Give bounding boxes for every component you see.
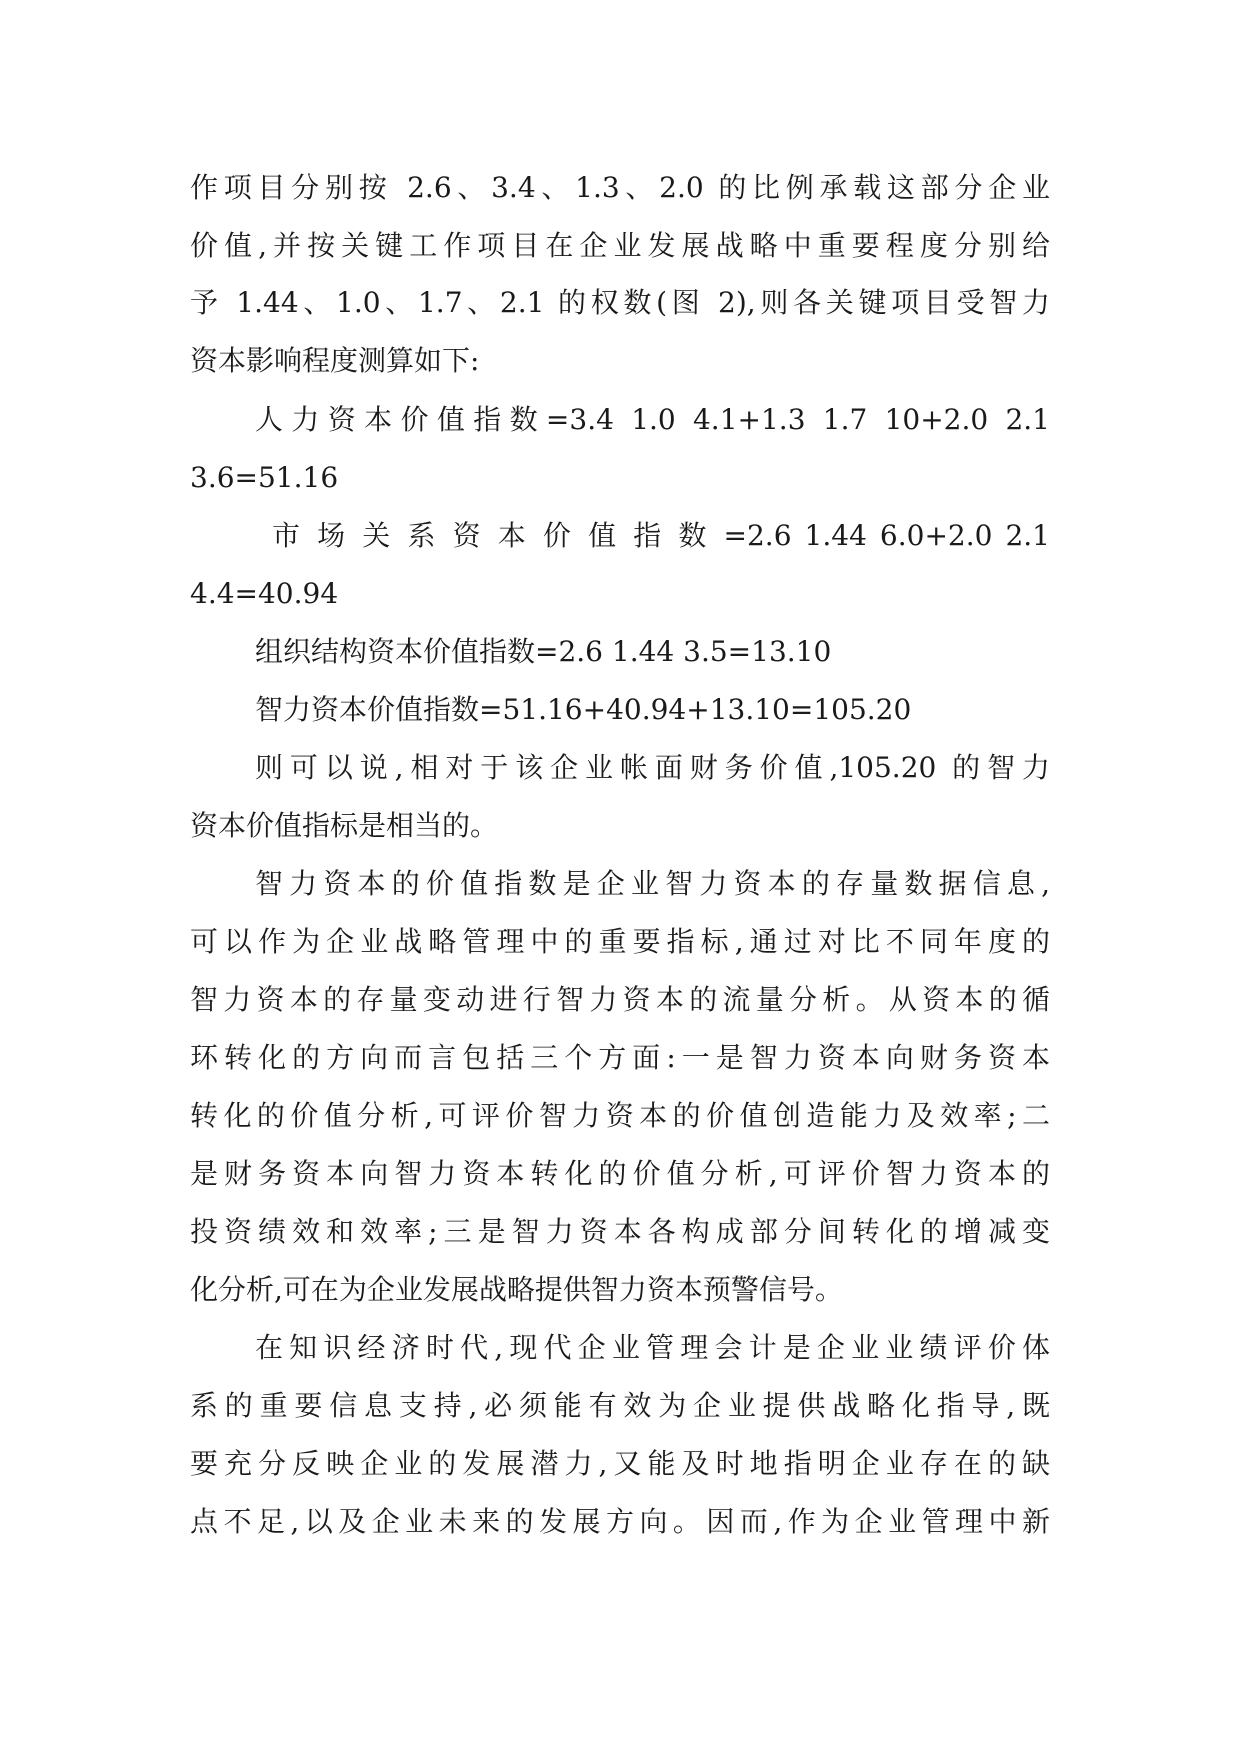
text-line: 价值,并按关键工作项目在企业发展战略中重要程度分别给	[190, 229, 1050, 262]
text-line: 环转化的方向而言包括三个方面:一是智力资本向财务资本	[190, 1041, 1050, 1074]
text-line: 要充分反映企业的发展潜力,又能及时地指明企业存在的缺	[190, 1447, 1050, 1480]
text-line: 可以作为企业战略管理中的重要指标,通过对比不同年度的	[190, 925, 1050, 958]
formula-line: 组织结构资本价值指数=2.6 1.44 3.5=13.10	[255, 635, 832, 668]
text-line: 在知识经济时代,现代企业管理会计是企业业绩评价体	[255, 1331, 1050, 1364]
text-line: 资本影响程度测算如下:	[190, 344, 480, 377]
text-line: 则可以说,相对于该企业帐面财务价值,105.20 的智力	[255, 751, 1050, 784]
text-line: 资本价值指标是相当的。	[190, 809, 499, 842]
text-line: 是财务资本向智力资本转化的价值分析,可评价智力资本的	[190, 1157, 1050, 1190]
text-line: 点不足,以及企业未来的发展方向。因而,作为企业管理中新	[190, 1505, 1050, 1538]
text-line: 系的重要信息支持,必须能有效为企业提供战略化指导,既	[190, 1389, 1050, 1422]
formula-line: 人力资本价值指数=3.4 1.0 4.1+1.3 1.7 10+2.0 2.1	[255, 403, 1050, 436]
text-line: 转化的价值分析,可评价智力资本的价值创造能力及效率;二	[190, 1099, 1050, 1132]
formula-line: 智力资本价值指数=51.16+40.94+13.10=105.20	[255, 693, 912, 726]
text-line: 作项目分别按 2.6、3.4、1.3、2.0 的比例承载这部分企业	[190, 171, 1050, 204]
text-line: 智力资本的价值指数是企业智力资本的存量数据信息,	[255, 867, 1050, 900]
formula-line: 市 场 关 系 资 本 价 值 指 数 =2.6 1.44 6.0+2.0 2.1	[272, 519, 1050, 552]
text-line: 化分析,可在为企业发展战略提供智力资本预警信号。	[190, 1273, 843, 1306]
formula-line: 4.4=40.94	[190, 577, 339, 610]
formula-line: 3.6=51.16	[190, 461, 339, 494]
text-line: 智力资本的存量变动进行智力资本的流量分析。从资本的循	[190, 983, 1050, 1016]
text-line: 予 1.44、1.0、1.7、2.1 的权数(图 2),则各关键项目受智力	[190, 286, 1050, 319]
text-line: 投资绩效和效率;三是智力资本各构成部分间转化的增减变	[190, 1215, 1050, 1248]
